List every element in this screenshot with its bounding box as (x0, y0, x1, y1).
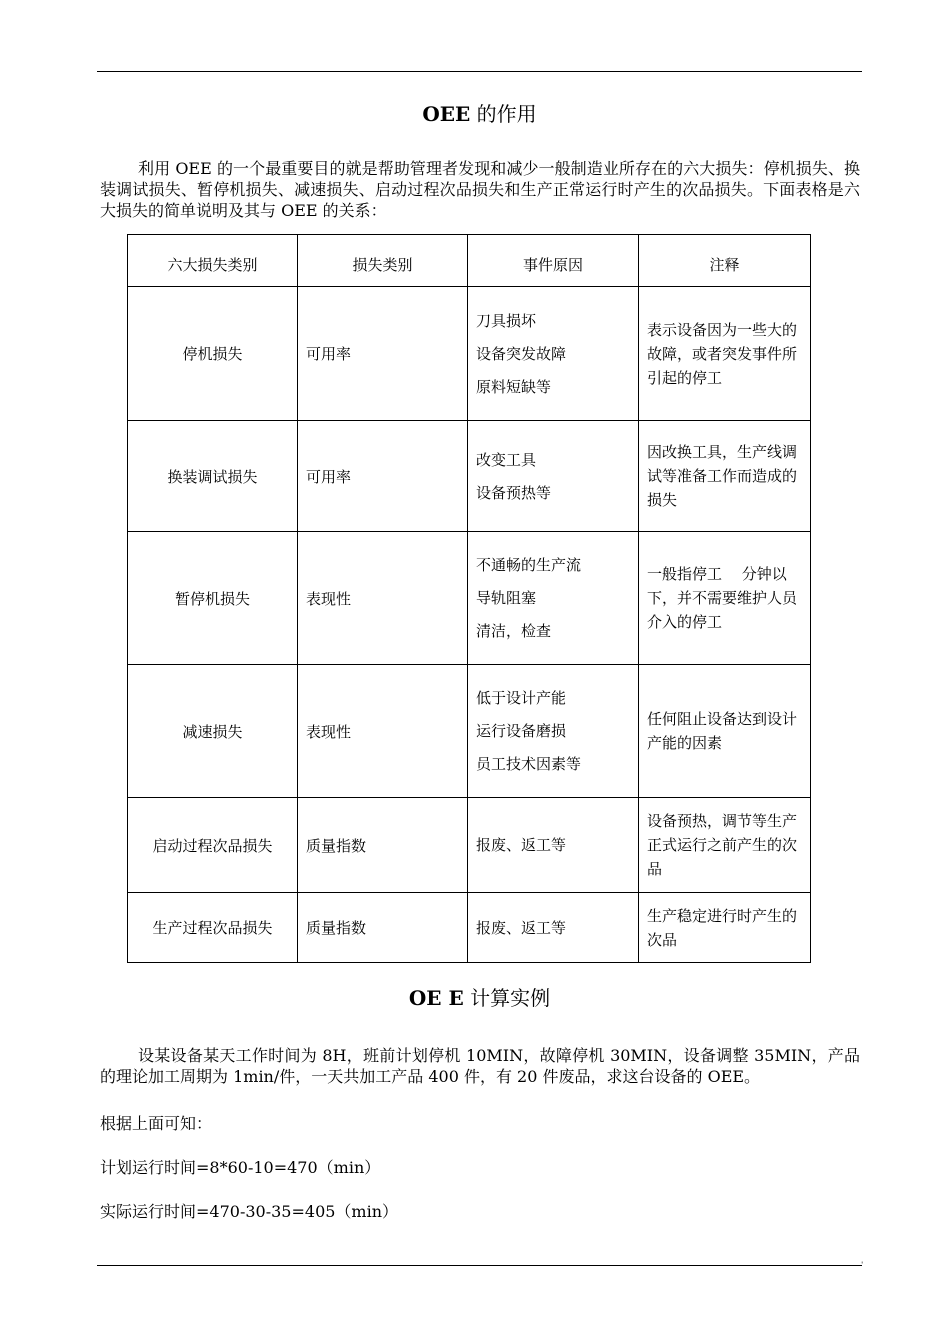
loss-type: 表现性 (298, 665, 468, 798)
column-header: 六大损失类别 (128, 235, 298, 287)
cause-item: 清洁，检查 (476, 622, 552, 640)
cause-item: 运行设备磨损 (476, 722, 567, 740)
event-causes (468, 798, 639, 893)
loss-category: 停机损失 (128, 287, 298, 421)
loss-note: 任何阻止设备达到设计产能的因素 (639, 665, 811, 798)
loss-note: 表示设备因为一些大的故障，或者突发事件所引起的停工 (639, 287, 811, 421)
table-row (128, 532, 811, 665)
column-header: 事件原因 (468, 235, 639, 287)
loss-category: 换装调试损失 (128, 421, 298, 532)
six-losses-table (127, 234, 811, 963)
loss-type: 表现性 (298, 532, 468, 665)
section-title-oee-example: OE E 计算实例 (408, 986, 551, 1010)
table-row (128, 665, 811, 798)
formula-planned-time: 计划运行时间=8*60-10=470（min） (100, 1158, 381, 1177)
column-header: 注释 (639, 235, 811, 287)
text-line: 根据上面可知： (100, 1114, 213, 1133)
example-paragraph: 设某设备某天工作时间为 8H，班前计划停机 10MIN，故障停机 30MIN，设备调整 35MIN，产品的理论加工周期为 1min/件，一天共加工产品 400 件，有 20 件废品，求这台设备的 OEE。 (100, 1046, 860, 1086)
event-causes (468, 893, 639, 963)
cause-item: 刀具损坏 (476, 311, 537, 330)
event-causes (468, 532, 639, 665)
loss-note: 因改换工具，生产线调试等准备工作而造成的损失 (639, 421, 811, 532)
cause-item: 原料短缺等 (476, 377, 552, 396)
event-causes (468, 287, 639, 421)
table-row (128, 893, 811, 963)
event-causes (468, 421, 639, 532)
loss-type: 可用率 (298, 421, 468, 532)
cause-item: 设备突发故障 (476, 344, 567, 363)
loss-note: 一般指停工 分钟以下，并不需要维护人员介入的停工 (639, 532, 811, 665)
table-row (128, 798, 811, 893)
column-header: 损失类别 (298, 235, 468, 287)
page-mark: ˈ (861, 1261, 864, 1270)
event-causes (468, 665, 639, 798)
loss-note: 设备预热，调节等生产正式运行之前产生的次品 (639, 798, 811, 893)
cause-item: 报废、返工等 (476, 918, 567, 937)
loss-category: 启动过程次品损失 (128, 798, 298, 893)
table-row (128, 421, 811, 532)
cause-item: 低于设计产能 (476, 689, 567, 707)
loss-type: 质量指数 (298, 798, 468, 893)
table-header-row (128, 235, 811, 287)
header-rule (97, 71, 862, 72)
table-row (128, 287, 811, 421)
formula-actual-time: 实际运行时间=470-30-35=405（min） (100, 1202, 399, 1221)
cause-item: 改变工具 (476, 450, 537, 469)
section-title-oee-role: OEE 的作用 (422, 102, 537, 126)
cause-item: 导轨阻塞 (476, 589, 537, 607)
loss-type: 可用率 (298, 287, 468, 421)
loss-note: 生产稳定进行时产生的次品 (639, 893, 811, 963)
intro-paragraph: 利用 OEE 的一个最重要目的就是帮助管理者发现和减少一般制造业所存在的六大损失：停机损失、换装调试损失、暂停机损失、减速损失、启动过程次品损失和生产正常运行时产生的次品损失。下面表格是六大损失的简单说明及其与 OEE 的关系： (100, 159, 860, 220)
footer-rule (97, 1265, 862, 1266)
loss-category: 暂停机损失 (128, 532, 298, 665)
loss-category: 减速损失 (128, 665, 298, 798)
loss-category: 生产过程次品损失 (128, 893, 298, 963)
cause-item: 员工技术因素等 (476, 755, 582, 773)
cause-item: 报废、返工等 (476, 836, 567, 854)
cause-item: 设备预热等 (476, 483, 552, 502)
cause-item: 不通畅的生产流 (476, 556, 582, 574)
loss-type: 质量指数 (298, 893, 468, 963)
